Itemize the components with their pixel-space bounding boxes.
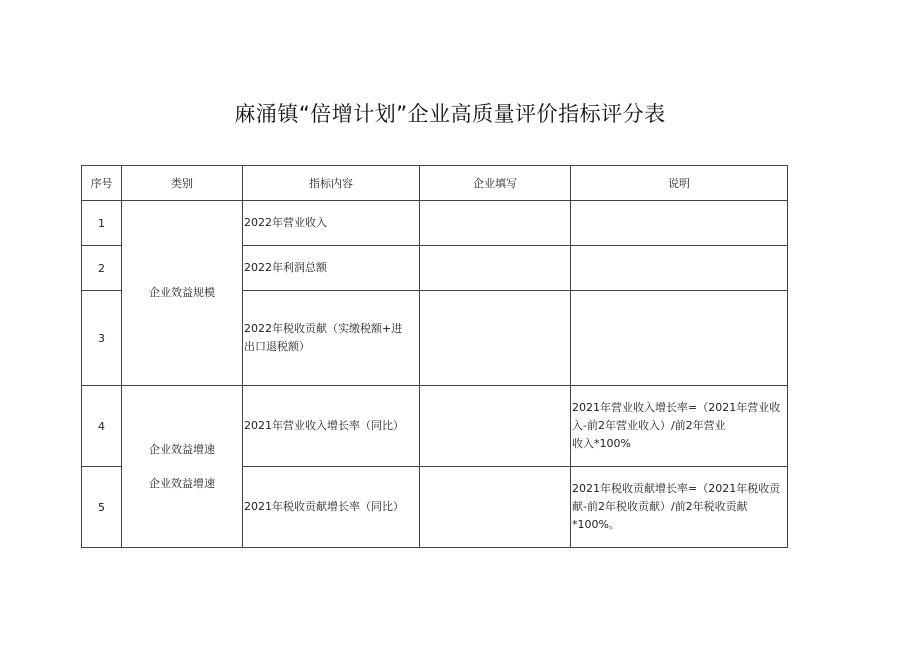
fill-cell[interactable] xyxy=(420,291,571,386)
row-number: 4 xyxy=(82,386,122,467)
category-label: 企业效益增速 xyxy=(149,476,215,490)
category-label: 企业效益增速 xyxy=(149,442,215,456)
indicator-cell xyxy=(243,291,420,386)
indicator-cell: 2021年营业收入增长率（同比） xyxy=(243,386,420,467)
note-text: 2021年税收贡献增长率=（2021年税收贡 献-前2年税收贡献）/前2年税收贡献 *100%。 xyxy=(572,482,781,531)
page-title: 麻涌镇“倍增计划”企业高质量评价指标评分表 xyxy=(234,102,666,126)
table-header-row xyxy=(82,166,788,201)
note-cell xyxy=(571,201,788,246)
row-number: 3 xyxy=(82,291,122,386)
header-category: 类别 xyxy=(122,166,243,201)
header-note: 说明 xyxy=(571,166,788,201)
note-cell xyxy=(571,467,788,548)
indicator-text: 2022年税收贡献（实缴税额+进 出口退税额） xyxy=(244,322,403,353)
row-number: 5 xyxy=(82,467,122,548)
indicator-cell: 2021年税收贡献增长率（同比） xyxy=(243,467,420,548)
fill-cell[interactable] xyxy=(420,246,571,291)
category-cell: 企业效益规模 xyxy=(122,201,243,386)
row-number: 1 xyxy=(82,201,122,246)
table-row xyxy=(82,201,788,246)
header-no: 序号 xyxy=(82,166,122,201)
row-number: 2 xyxy=(82,246,122,291)
note-text: 2021年营业收入增长率=（2021年营业收 入-前2年营业收入）/前2年营业 收入*100% xyxy=(572,401,781,450)
header-indicator: 指标内容 xyxy=(243,166,420,201)
fill-cell[interactable] xyxy=(420,386,571,467)
fill-cell[interactable] xyxy=(420,201,571,246)
header-fill: 企业填写 xyxy=(420,166,571,201)
indicator-cell: 2022年利润总额 xyxy=(243,246,420,291)
note-cell xyxy=(571,291,788,386)
evaluation-table xyxy=(81,165,788,548)
note-cell xyxy=(571,386,788,467)
table-row xyxy=(82,386,788,467)
category-cell xyxy=(122,386,243,548)
indicator-cell: 2022年营业收入 xyxy=(243,201,420,246)
fill-cell[interactable] xyxy=(420,467,571,548)
note-cell xyxy=(571,246,788,291)
